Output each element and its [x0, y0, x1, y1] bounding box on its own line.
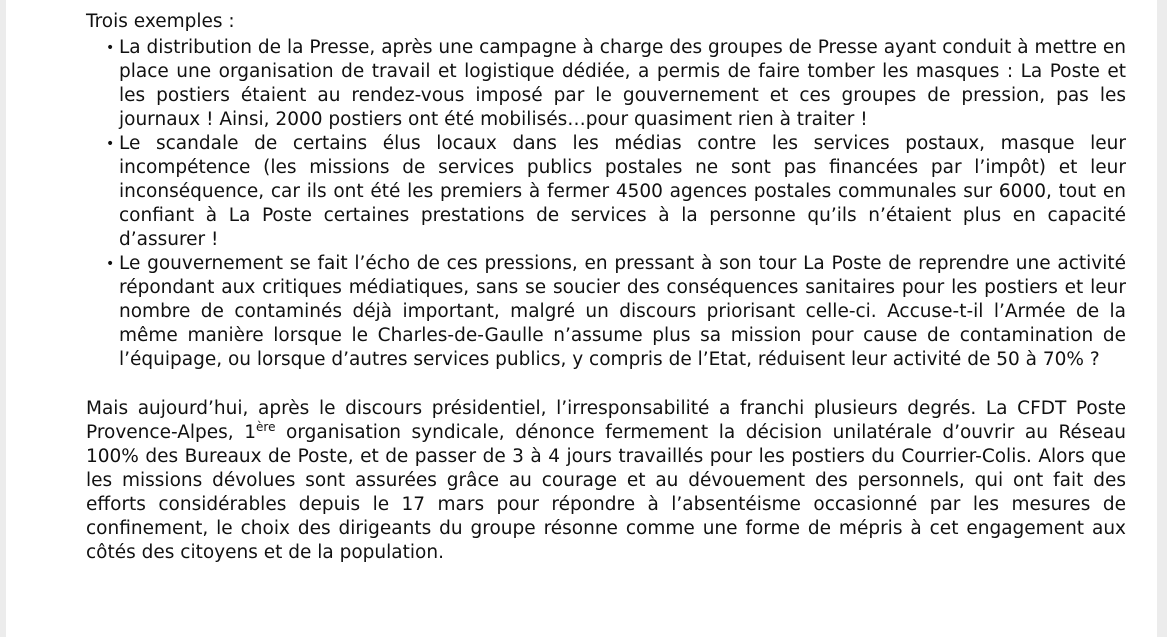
bullet-icon: •	[106, 40, 115, 56]
list-item	[106, 36, 1126, 132]
document-body	[86, 10, 1126, 565]
example-text: La distribution de la Presse, après une campagne à charge des groupes de Presse ayant conduit à mettre en place une organisation de travail et logistique dédiée, a permis de faire tomber les masques : La Poste et les postiers étaient au rendez-vous imposé par le gouvernement et ces groupes de pression, pas les journaux ! Ainsi, 2000 postiers ont été mobilisés…pour quasiment rien à traiter !	[119, 37, 1126, 130]
ordinal-superscript: ère	[256, 419, 276, 434]
bullet-icon: •	[106, 136, 115, 152]
intro-heading: Trois exemples :	[86, 11, 235, 32]
closing-text-part2: organisation syndicale, dénonce fermement la décision unilatérale d’ouvrir au Réseau 100% des Bureaux de Poste, et de passer de 3 à 4 jours travaillés pour les postiers du Courrier-Colis. Alors que les missions dévolues sont assurées grâce au courage et au dévouement des personnels, qui ont fait des efforts considérables depuis le 17 mars pour répondre à l’absentéisme occasionné par les mesures de confinement, le choix des dirigeants du groupe résonne comme une forme de mépris à cet engagement aux côtés des citoyens et de la population.	[86, 422, 1126, 563]
list-item	[106, 132, 1126, 252]
bullet-icon: •	[106, 256, 115, 272]
examples-list	[86, 36, 1126, 372]
example-text: Le gouvernement se fait l’écho de ces pressions, en pressant à son tour La Poste de reprendre une activité répondant aux critiques médiatiques, sans se soucier des conséquences sanitaires pour les postiers et leur nombre de contaminés déjà important, malgré un discours priorisant celle-ci. Accuse-t-il l’Armée de la même manière lorsque le Charles-de-Gaulle n’assume plus sa mission pour cause de contamination de l’équipage, ou lorsque d’autres services publics, y compris de l’Etat, réduisent leur activité de 50 à 70% ?	[119, 253, 1126, 370]
closing-paragraph	[86, 397, 1126, 565]
example-text: Le scandale de certains élus locaux dans les médias contre les services postaux, masque leur incompétence (les missions de services publics postales ne sont pas financées par l’impôt) et leur inconséquence, car ils ont été les premiers à fermer 4500 agences postales communales sur 6000, tout en confiant à La Poste certaines prestations de services à la personne qu’ils n’étaient plus en capacité d’assurer !	[119, 133, 1126, 250]
list-item	[106, 252, 1126, 372]
closing-text-part1: Mais aujourd’hui, après le discours présidentiel, l’irresponsabilité a franchi plusieurs degrés. La CFDT Poste Provence-Alpes, 1	[86, 398, 1126, 443]
